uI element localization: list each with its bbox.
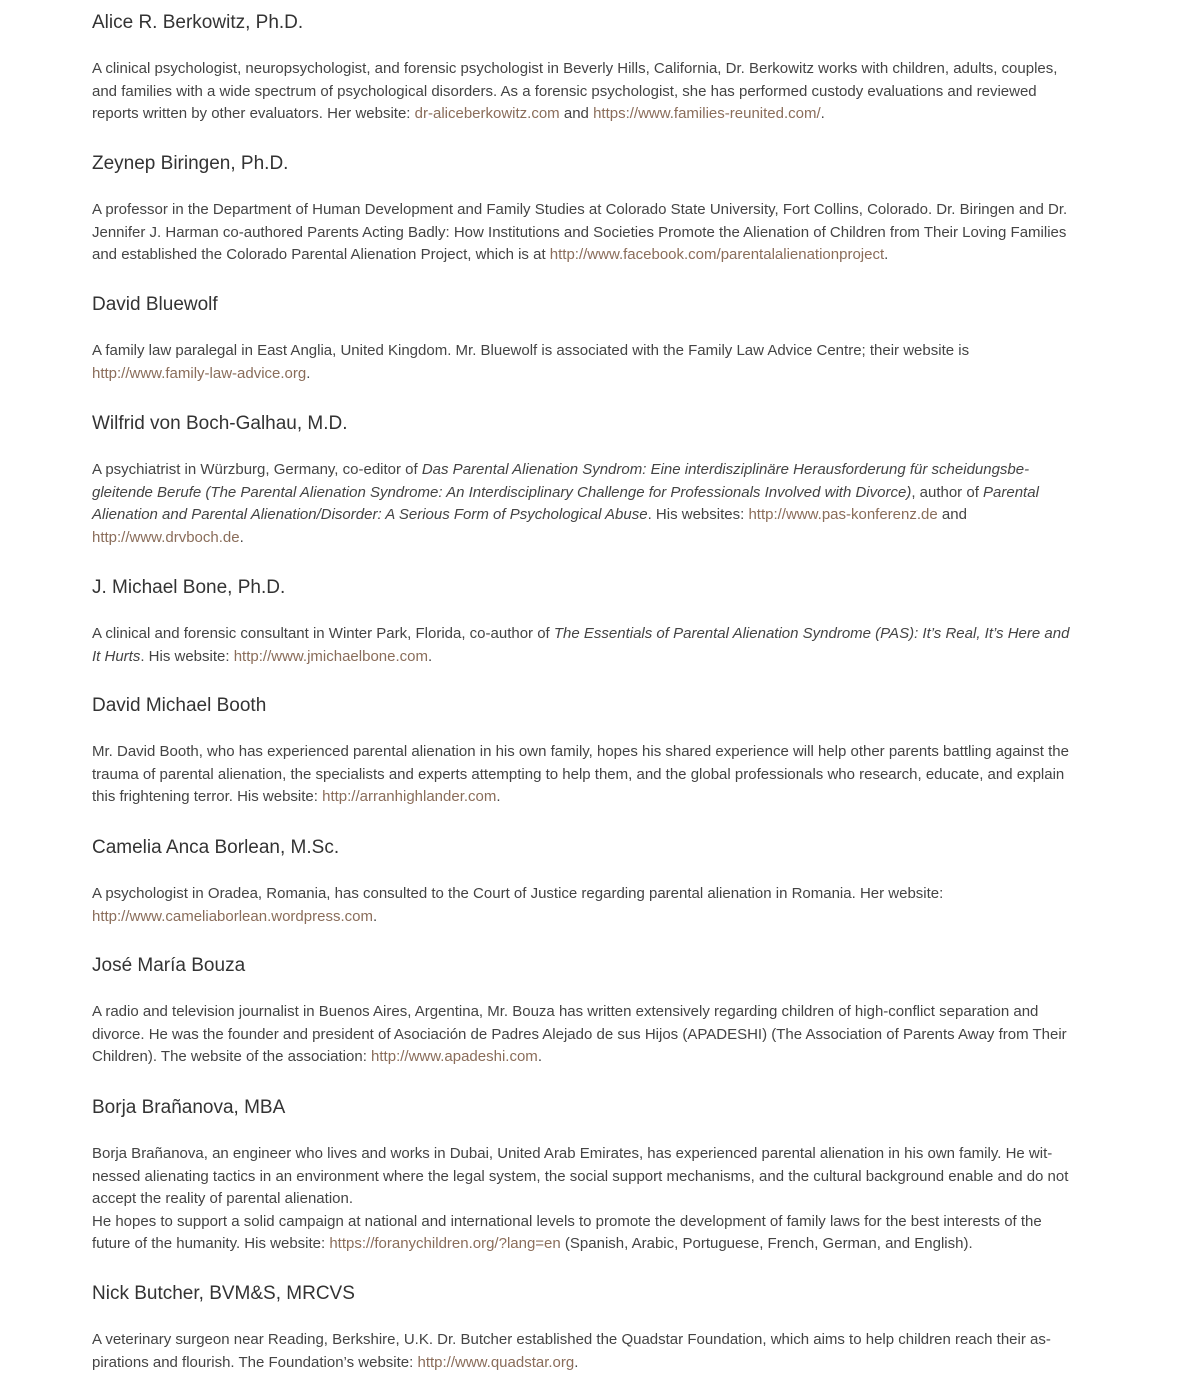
website-link[interactable]: http://www.pas-konferenz.de [748,506,938,523]
website-link[interactable]: http://www.family-law-advice.org [92,364,307,382]
website-link[interactable]: dr-aliceberkowitz.com [414,105,560,122]
contributor-bio: A clinical psychologist, neuropsychologist, and forensic psychologist in Beverly Hills, California, Dr. Berkowitz works with children, adults, couples, and families with a wide spectrum of psychological disorders. As a forensic psychologist, she has performed custody evaluations and reviewed reports written by other evaluators. Her website: dr-aliceberkowitz.com and https://www.families-reunited.com/. [92,60,1058,122]
book-title: The Essentials of Parental Alienation Syndrome (PAS): It’s Real, It’s Here and It Hurts [92,625,1070,665]
contributor-bio: A radio and television journalist in Buenos Aires, Argentina, Mr. Bouza has written extensively regarding children of high-conflict separation and divorce. He was the founder and president of Asociación de Padres Alejado de sus Hijos (APADESHI) (The Association of Parents Away from Their Children). The website of the association: http://www.apadeshi.com. [92,1003,1067,1065]
contributor-name: David Michael Booth [92,695,267,716]
contributor-entry [92,412,1076,549]
contributor-name: José María Bouza [92,955,246,976]
contributor-bio: A psychologist in Oradea, Romania, has consulted to the Court of Justice regarding parental alienation in Romania. Her website: http://www.cameliaborlean.wordpress.com. [92,885,944,925]
contributor-bio: A family law paralegal in East Anglia, United Kingdom. Mr. Bluewolf is associated with the Family Law Advice Centre; their website is http://www.family-law-advice.org. [92,342,970,382]
contributor-entry [92,694,1076,809]
website-link[interactable]: http://www.jmichaelbone.com [233,647,428,665]
website-link[interactable]: http://www.apadeshi.com [371,1048,538,1065]
website-link[interactable]: http://www.cameliaborlean.wordpress.com [92,907,373,925]
website-link[interactable]: http://www.drvboch.de [92,528,240,546]
contributor-bio: A professor in the Department of Human Development and Family Studies at Colorado State University, Fort Collins, Colorado. Dr. Biringen and Dr. Jennifer J. Harman co-authored Parents Acting Badly: How Institutions and Societies Promote the Alienation of Children from Their Loving Families and established the Colorado Parental Alienation Project, which is at http://www.facebook.com/parentalalienationproject. [92,201,1068,263]
website-link[interactable]: https://www.families-reunited.com/ [593,105,821,122]
book-title: Parental Alienation and Parental Alienation/Disorder: A Serious Form of Psychological Abuse [92,483,1039,523]
contributor-entry [92,11,1076,126]
contributor-entry [92,1096,1076,1256]
contributor-entry [92,954,1076,1069]
contributor-bio: Mr. David Booth, who has experienced parental alienation in his own family, hopes his shared experience will help other parents battling against the trauma of parental alienation, the specialists and experts attempting to help them, and the global professionals who research, educate, and explain this frightening terror. His website: http://arranhighlander.com. [92,743,1069,805]
contributor-name: J. Michael Bone, Ph.D. [92,577,286,598]
book-title: Das Parental Alienation Syndrom: Eine interdisziplinäre Herausforderung für scheidungsbegleitende Berufe (The Parental Alienation Syndrome: An Interdisciplinary Challenge for Professionals Involved with Divorce) [92,461,1030,501]
contributor-entry [92,576,1076,668]
contributor-name: Alice R. Berkowitz, Ph.D. [92,12,304,33]
contributor-bio: A clinical and forensic consultant in Winter Park, Florida, co-author of The Essentials of Parental Alienation Syndrome (PAS): It’s Real, It’s Here and It Hurts. His website: http://www.jmichaelbone.com. [92,625,1070,665]
contributor-name: Camelia Anca Borlean, M.Sc. [92,837,340,858]
contributor-name: Nick Butcher, BVM&S, MRCVS [92,1283,355,1304]
contributor-entry [92,152,1076,267]
website-link[interactable]: https://foranychildren.org/?lang=en [329,1235,561,1252]
bio-paragraph: He hopes to support a solid campaign at national and international levels to promote the development of family laws for the best interests of the future of the humanity. His website: https://foranychildren.org/?lang=en (Spanish, Arabic, Portuguese, French, German, and English). [92,1212,1042,1252]
contributor-bio: A psychiatrist in Würzburg, Germany, co-editor of Das Parental Alienation Syndrom: Eine interdisziplinäre Herausforderung für scheidungsbegleitende Berufe (The Parental Alienation Syndrome: An Interdisciplinary Challenge for Professionals Involved with Divorce), author of Parental Alienation and Parental Alienation/Disorder: A Serious Form of Psychological Abuse. His websites: http://www.pas-konferenz.de and http://www.drvboch.de. [92,461,1039,546]
website-link[interactable]: http://www.quadstar.org [417,1353,575,1371]
contributor-entry [92,1282,1076,1374]
contributor-entry [92,293,1076,385]
contributor-bio [92,1143,1076,1256]
website-link[interactable]: http://arranhighlander.com [322,788,497,805]
website-link[interactable]: http://www.facebook.com/parentalalienationproject [549,246,885,263]
contributor-name: Zeynep Biringen, Ph.D. [92,153,289,174]
contributor-name: David Bluewolf [92,294,218,315]
contributor-name: Borja Brañanova, MBA [92,1097,286,1118]
contributor-entry [92,836,1076,928]
contributor-name: Wilfrid von Boch-Galhau, M.D. [92,413,348,434]
contributor-bio: A veterinary surgeon near Reading, Berkshire, U.K. Dr. Butcher established the Quadstar Foundation, which aims to help children reach their aspirations and flourish. The Foundation’s website: http://www.quadstar.org. [92,1331,1051,1371]
bio-paragraph: Borja Brañanova, an engineer who lives and works in Dubai, United Arab Emirates, has experienced parental alienation in his own family. He witnessed alienating tactics in an environment where the legal system, the social support mechanisms, and the cultural background enable and do not accept the reality of parental alienation. [92,1145,1069,1207]
